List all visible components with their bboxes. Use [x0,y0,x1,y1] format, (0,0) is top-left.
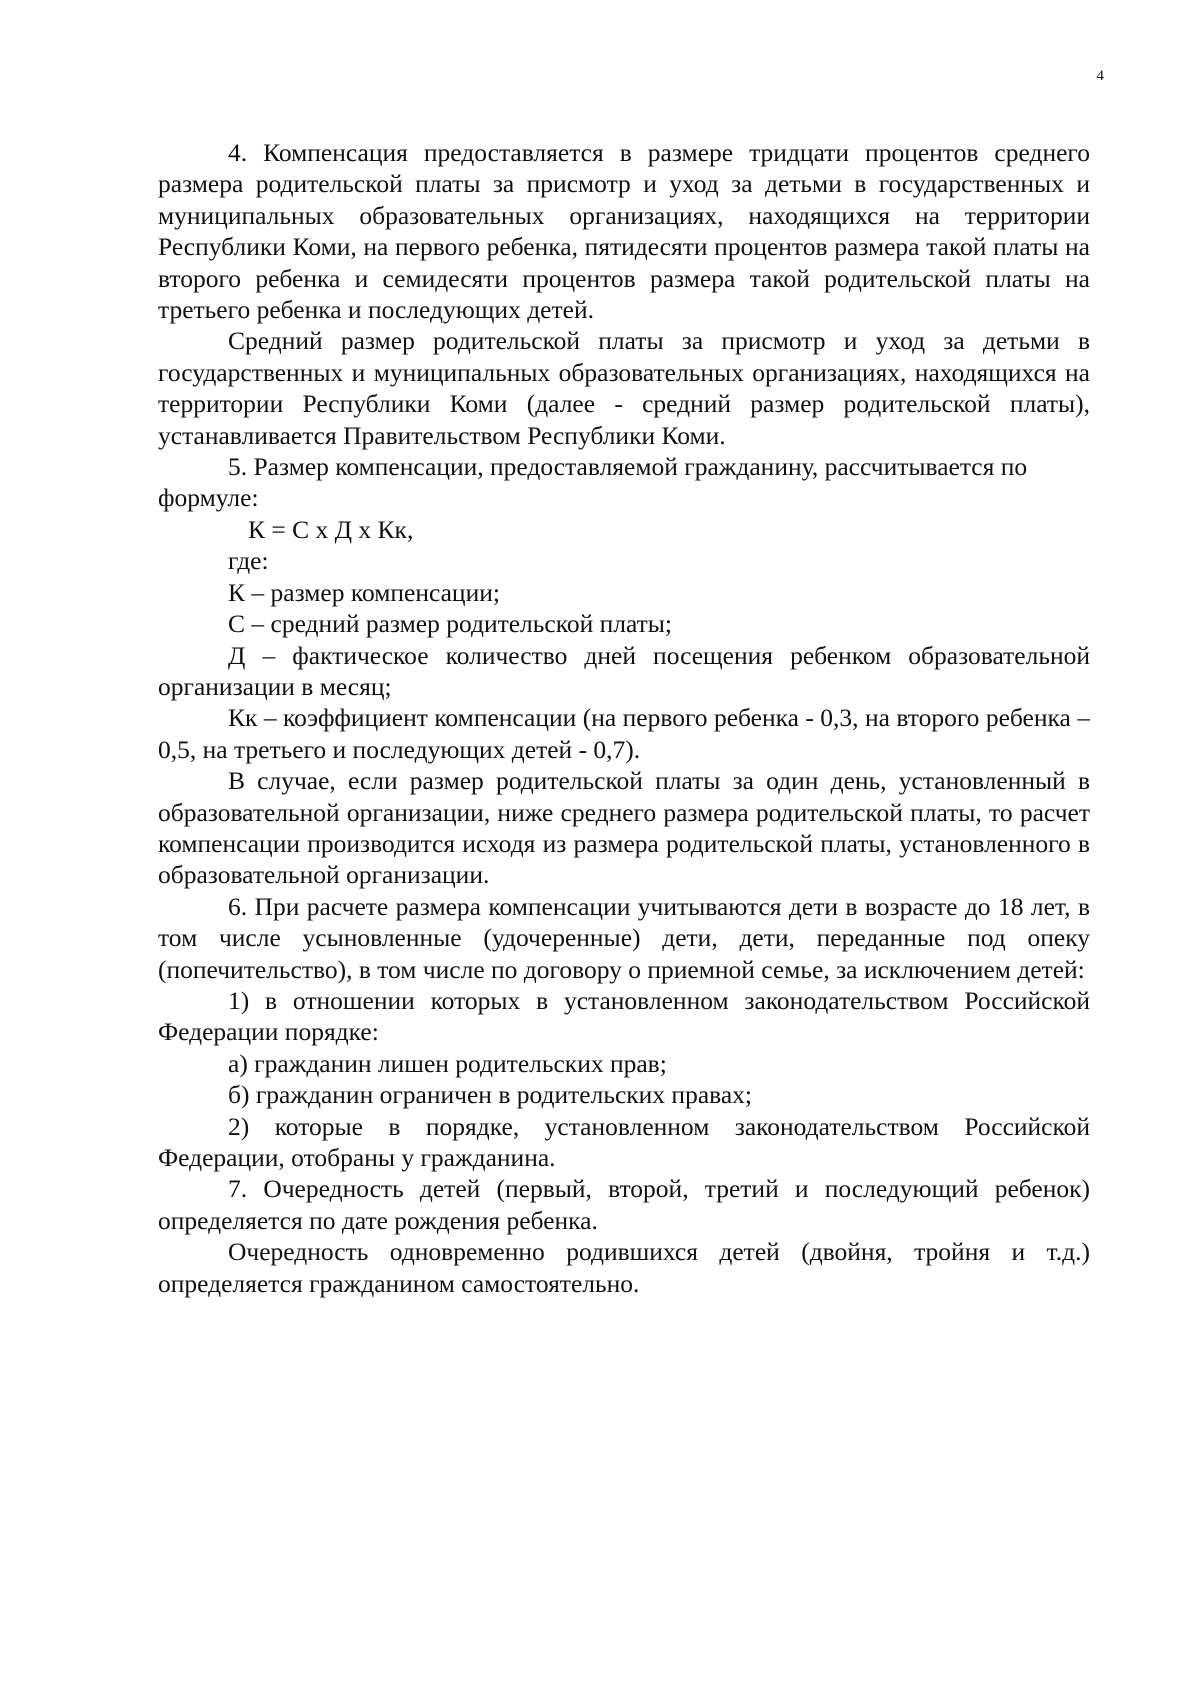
paragraph-7-order: 7. Очередность детей (первый, второй, третий и последующий ребенок) определяется по дате рождения ребенка. [158,1174,1090,1235]
definition-k: К – размер компенсации; [228,577,500,607]
paragraph-6-children-count: 6. При расчете размера компенсации учитываются дети в возрасте до 18 лет, в том числе усыновленные (удочеренные) дети, дети, переданные под опеку (попечительство), в том числе по договору о приемной семье, за исключением детей: [158,891,1090,984]
paragraph-lower-fee-case: В случае, если размер родительской платы за один день, установленный в образовательной организации, ниже среднего размера родительской платы, то расчет компенсации производится исходя из размера родительской платы, установленного в образовательной организации. [158,766,1090,890]
definition-s: С – средний размер родительской платы; [228,609,672,639]
definitions-where: где: [228,546,269,576]
paragraph-average-fee: Средний размер родительской платы за присмотр и уход за детьми в государственных и муниципальных образовательных организациях, находящихся на территории Республики Коми (далее - средний размер родительской платы), устанавливается Правительством Республики Коми. [158,326,1090,450]
list-item-1a: а) гражданин лишен родительских прав; [228,1048,667,1078]
document-body [158,137,1090,1299]
page-number: 4 [1096,68,1104,84]
paragraph-4-compensation: 4. Компенсация предоставляется в размере тридцати процентов среднего размера родительской платы за присмотр и уход за детьми в государственных и муниципальных образовательных организациях, находящихся на территории Республики Коми, на первого ребенка, пятидесяти процентов размера такой платы на второго ребенка и семидесяти процентов размера такой родительской платы на третьего ребенка и последующих детей. [158,138,1090,325]
formula: К = С х Д х Кк, [248,514,414,544]
definition-kk: Кк – коэффициент компенсации (на первого ребенка - 0,3, на второго ребенка – 0,5, на третьего и последующих детей - 0,7). [158,703,1090,764]
list-item-1b: б) гражданин ограничен в родительских правах; [228,1080,752,1110]
paragraph-twins-order: Очередность одновременно родившихся детей (двойня, тройня и т.д.) определяется гражданином самостоятельно. [158,1237,1090,1298]
list-item-2: 2) которые в порядке, установленном законодательством Российской Федерации, отобраны у гражданина. [158,1111,1090,1172]
definition-d: Д – фактическое количество дней посещения ребенком образовательной организации в месяц; [158,640,1090,701]
paragraph-5-formula-intro: 5. Размер компенсации, предоставляемой гражданину, рассчитывается по формуле: [158,452,1028,513]
list-item-1: 1) в отношении которых в установленном законодательством Российской Федерации порядке: [158,985,1090,1047]
